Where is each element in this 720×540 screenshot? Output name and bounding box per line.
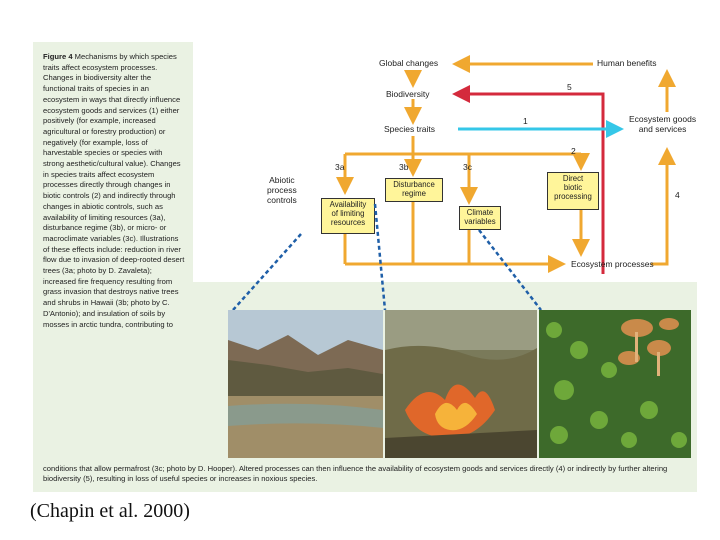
path-number-5: 5 (567, 82, 572, 92)
caption-body: Mechanisms by which species traits affect ecosystem processes. Changes in biodiversity alter the functional traits of species in an ecosystem in ways that directly influence ecosystem goods and services (1) either positively (for example, increased agricultural or forestry production) or negatively (for example, loss of harvestable species or species with strong aesthetic/cultural value). Changes in species traits affect ecosystem processes directly through changes in biotic controls (2) and indirectly through changes in abiotic controls, such as availability of limiting resources (3a), disturbance regime (3b), or micro- or macroclimate variables (3c). Illustrations of these effects include: reduction in river flow due to invasion of deep-rooted desert trees (3a; photo by D. Zavaleta); increased fire frequency resulting from grass invasion that destroys native trees and shrubs in Hawaii (3b; photo by C. D'Antonio); and insulation of soils by mosses in arctic tundra, contributing to (43, 52, 185, 329)
path-number-1: 1 (523, 116, 528, 126)
photo-desert-river (228, 310, 383, 458)
path-number-3c: 3c (463, 162, 472, 172)
box-direct-biotic: Direct biotic processing (547, 172, 599, 210)
box-availability: Availability of limiting resources (321, 198, 375, 234)
figure-panel (33, 42, 697, 492)
node-abiotic-controls: Abiotic process controls (267, 175, 297, 205)
photo-arctic-moss (539, 310, 691, 458)
photo-grass-fire (385, 310, 537, 458)
box-climate: Climate variables (459, 206, 501, 230)
node-global-changes: Global changes (379, 58, 439, 68)
path-number-4: 4 (675, 190, 680, 200)
path-number-2: 2 (571, 146, 576, 156)
box-disturbance: Disturbance regime (385, 178, 443, 202)
node-ecosystem-processes: Ecosystem processes (571, 259, 654, 269)
citation: (Chapin et al. 2000) (30, 500, 190, 522)
node-biodiversity: Biodiversity (386, 89, 430, 99)
path-number-3b: 3b (399, 162, 409, 172)
node-species-traits: Species traits (384, 124, 436, 134)
node-ecosystem-goods: Ecosystem goods and services (629, 114, 697, 134)
caption-label: Figure 4 (43, 52, 73, 61)
node-human-benefits: Human benefits (597, 58, 657, 68)
figure-caption-continued: conditions that allow permafrost (3c; photo by D. Hooper). Altered processes can then influence the availability of ecosystem goods and services directly (4) or indirectly by further altering biodiversity (5), resulting in loss of useful species or increases in noxious species. (43, 464, 668, 483)
path-number-3a: 3a (335, 162, 345, 172)
